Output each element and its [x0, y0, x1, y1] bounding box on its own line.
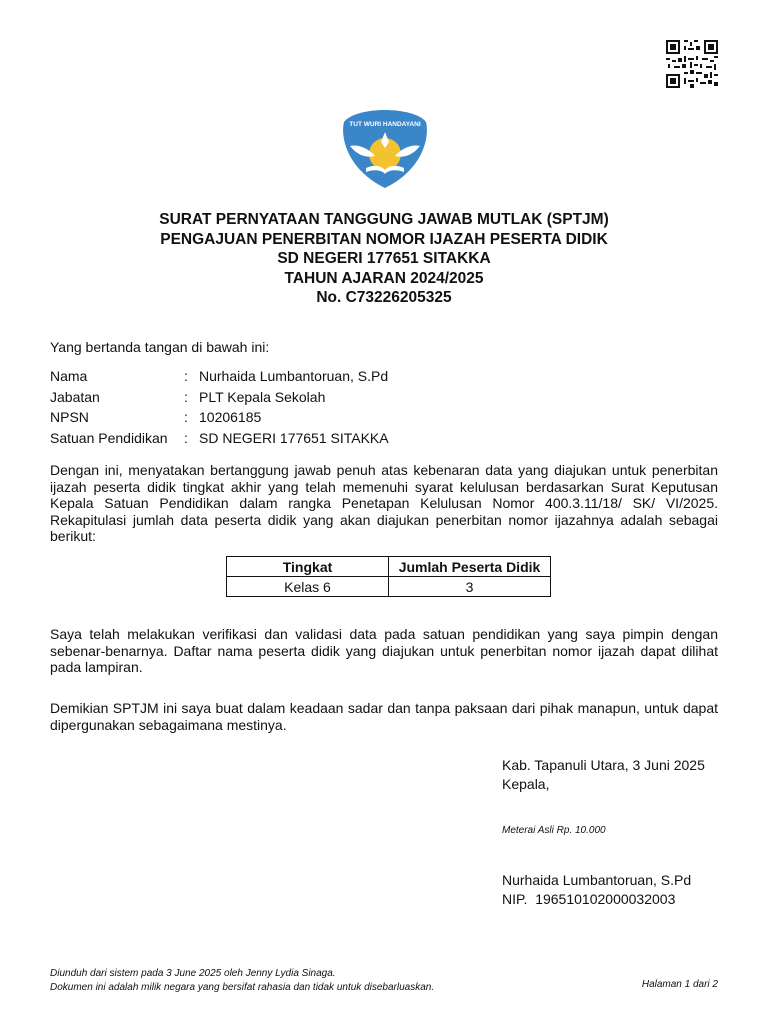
recap-header-cell: Tingkat — [227, 557, 389, 577]
identity-label: Jabatan — [50, 388, 100, 405]
footer-note — [50, 967, 434, 995]
recap-row — [227, 577, 551, 597]
signature-block — [502, 871, 691, 909]
identity-value: 10206185 — [199, 409, 262, 425]
statement-paragraph: Dengan ini, menyatakan bertanggung jawab penuh atas kebenaran data yang diajukan untuk penerbitan ijazah peserta didik tingkat akhir yang telah memenuhi syarat kelulusan berdasarkan Surat Keputusan Kepala Satuan Pendidikan dalam rangka Penetapan Kelulusan Nomor 400.3.11/18/ SK/ VI/2025. Rekapitulasi jumlah data peserta didik yang akan diajukan penerbitan nomor ijazahnya adalah sebagai berikut: — [50, 462, 718, 544]
title-line: PENGAJUAN PENERBITAN NOMOR IJAZAH PESERTA DIDIK — [160, 230, 608, 248]
document-title — [0, 210, 768, 308]
verification-paragraph: Saya telah melakukan verifikasi dan validasi data pada satuan pendidikan yang saya pimpin dengan sebenar-benarnya. Daftar nama peserta didik yang diajukan untuk penerbitan nomor ijazah dapat dilihat pada lampiran. — [50, 626, 718, 675]
identity-row — [50, 389, 389, 410]
identity-label: Nama — [50, 368, 88, 384]
identity-label: Satuan Pendidikan — [50, 429, 168, 446]
recap-table — [226, 556, 551, 597]
intro-text: Yang bertanda tangan di bawah ini: — [50, 339, 270, 355]
identity-row — [50, 409, 389, 430]
title-line: TAHUN AJARAN 2024/2025 — [284, 269, 484, 287]
identity-label: NPSN — [50, 409, 89, 425]
recap-cell: Kelas 6 — [227, 577, 389, 597]
signer-nip: NIP. 196510102000032003 — [502, 891, 676, 907]
identity-separator: : — [184, 368, 188, 384]
identity-separator: : — [184, 388, 188, 405]
title-line: SD NEGERI 177651 SITAKKA — [277, 250, 491, 267]
identity-value: Nurhaida Lumbantoruan, S.Pd — [199, 368, 389, 384]
signature-header — [502, 756, 705, 794]
signer-role: Kepala, — [502, 776, 550, 792]
title-line: SURAT PERNYATAAN TANGGUNG JAWAB MUTLAK (SPTJM) — [159, 211, 609, 228]
identity-value: SD NEGERI 177651 SITAKKA — [199, 429, 389, 446]
footer-confidential: Dokumen ini adalah milik negara yang bersifat rahasia dan tidak untuk disebarluaskan. — [50, 982, 435, 993]
logo-text: TUT WURI HANDAYANI — [349, 121, 421, 128]
footer-download-info: Diunduh dari sistem pada 3 June 2025 oleh Jenny Lydia Sinaga. — [50, 968, 336, 979]
identity-row — [50, 430, 389, 451]
recap-header-cell: Jumlah Peserta Didik — [389, 557, 551, 577]
recap-cell: 3 — [389, 577, 551, 597]
identity-row — [50, 368, 389, 389]
identity-separator: : — [184, 409, 188, 425]
place-date: Kab. Tapanuli Utara, 3 Juni 2025 — [502, 757, 705, 773]
recap-header-row — [227, 557, 551, 577]
closing-paragraph: Demikian SPTJM ini saya buat dalam keadaan sadar dan tanpa paksaan dari pihak manapun, untuk dapat dipergunakan sebagaimana mestinya. — [50, 700, 718, 733]
document-number: No. C73226205325 — [316, 289, 452, 306]
signer-name: Nurhaida Lumbantoruan, S.Pd — [502, 872, 692, 888]
meterai-note: Meterai Asli Rp. 10.000 — [502, 825, 606, 836]
tut-wuri-handayani-logo — [340, 108, 430, 190]
identity-table — [50, 368, 389, 450]
qr-code — [666, 40, 718, 88]
page-number: Halaman 1 dari 2 — [641, 979, 718, 990]
identity-value: PLT Kepala Sekolah — [199, 388, 326, 405]
identity-separator: : — [184, 429, 188, 446]
